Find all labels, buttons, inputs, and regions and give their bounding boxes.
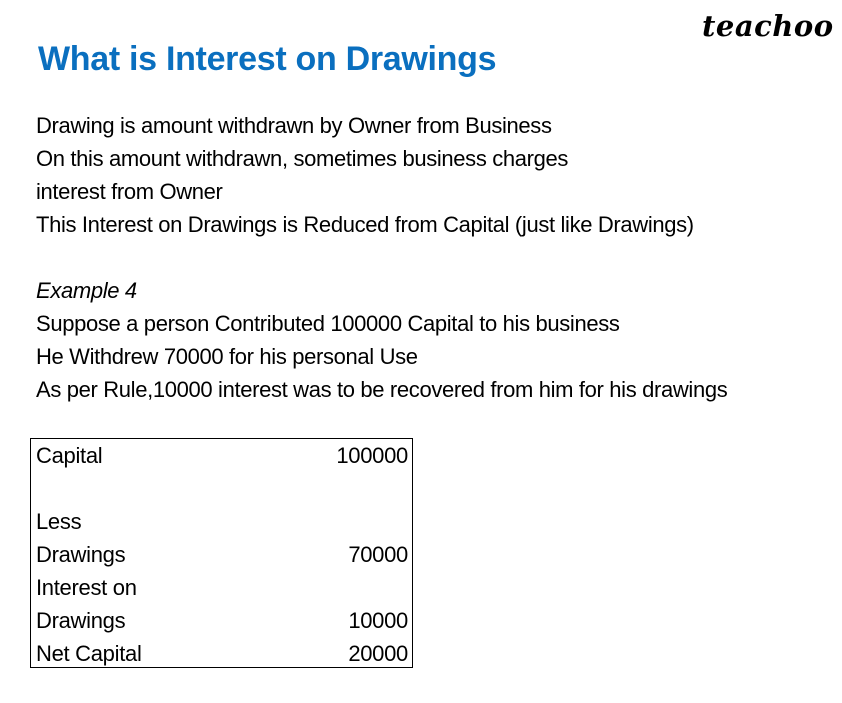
teachoo-logo: teachoo: [702, 9, 834, 43]
table-row-net-capital: [36, 637, 408, 670]
intro-line: This Interest on Drawings is Reduced from Capital (just like Drawings): [36, 212, 694, 237]
intro-paragraph: [36, 109, 694, 241]
intro-line: interest from Owner: [36, 179, 223, 204]
row-label: Drawings: [36, 542, 126, 567]
table-row-drawings: [36, 538, 408, 571]
row-value: 100000: [336, 443, 408, 468]
row-label: Drawings: [36, 608, 126, 633]
table-row-capital: [36, 439, 408, 472]
example-line: Suppose a person Contributed 100000 Capital to his business: [36, 311, 620, 336]
row-value: 10000: [348, 608, 408, 633]
capital-calculation-table: [30, 438, 413, 668]
intro-line: Drawing is amount withdrawn by Owner from Business: [36, 113, 552, 138]
example-line: As per Rule,10000 interest was to be recovered from him for his drawings: [36, 377, 728, 402]
page-title: What is Interest on Drawings: [38, 40, 497, 78]
row-label: Less: [36, 509, 82, 534]
row-label: Capital: [36, 443, 103, 468]
intro-line: On this amount withdrawn, sometimes business charges: [36, 146, 569, 171]
example-section: [36, 274, 727, 406]
row-value: 20000: [348, 641, 408, 666]
row-label: Interest on: [36, 575, 137, 600]
table-row-interest-label: [36, 571, 408, 604]
example-heading: Example 4: [36, 278, 137, 303]
row-value: 70000: [348, 542, 408, 567]
example-line: He Withdrew 70000 for his personal Use: [36, 344, 418, 369]
table-row-less: [36, 505, 408, 538]
row-label: Net Capital: [36, 641, 142, 666]
table-row-blank: [36, 472, 408, 505]
table-row-interest-on-drawings: [36, 604, 408, 637]
